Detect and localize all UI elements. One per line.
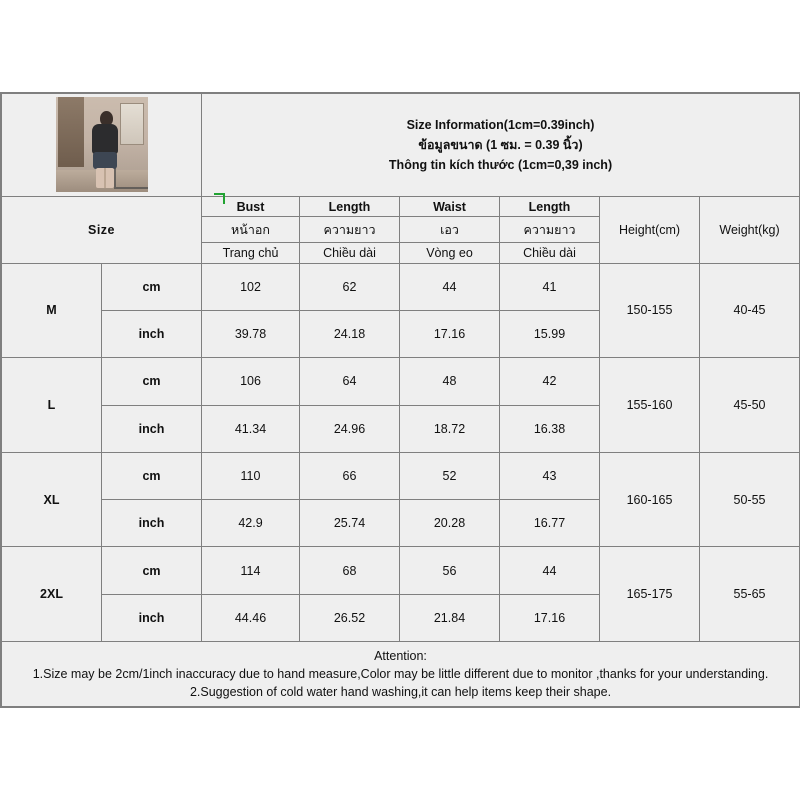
photo-door [58,97,84,167]
row-size-xl: XL [2,452,102,547]
row-unit-cm: cm [102,358,202,405]
cell-l-cm-length: 64 [300,358,400,405]
col-header-length-vi: Chiều dài [300,243,400,264]
row-unit-cm: cm [102,263,202,310]
row-size-m: M [2,263,102,358]
photo-bicycle [114,147,148,189]
col-header-length2-vi: Chiều dài [500,243,600,264]
cell-xl-cm-length: 66 [300,452,400,499]
cell-m-cm-length2: 41 [500,263,600,310]
cell-m-inch-length2: 15.99 [500,310,600,357]
row-unit-cm: cm [102,547,202,594]
cell-m-inch-bust: 39.78 [202,310,300,357]
col-header-length-th: ความยาว [300,217,400,243]
cell-l-inch-length2: 16.38 [500,405,600,452]
photo-model-legs [96,168,114,188]
cell-xl-inch-length: 25.74 [300,500,400,547]
photo-model-top [92,124,118,154]
cell-m-inch-waist: 17.16 [400,310,500,357]
photo-window [120,103,144,145]
table-row [2,358,800,405]
attention-cell [2,642,800,707]
row-unit-inch: inch [102,500,202,547]
row-unit-cm: cm [102,452,202,499]
size-chart-table [1,93,800,707]
col-header-waist-th: เอว [400,217,500,243]
cell-2xl-inch-length2: 17.16 [500,594,600,641]
col-header-waist-vi: Vòng eo [400,243,500,264]
attention-note-1: 1.Size may be 2cm/1inch inaccuracy due to hand measure,Color may be little different due to monitor ,thanks for your understanding. [32,667,769,682]
table-row [2,263,800,310]
cell-l-cm-waist: 48 [400,358,500,405]
cell-l-cm-bust: 106 [202,358,300,405]
cell-m-cm-waist: 44 [400,263,500,310]
cell-xl-inch-length2: 16.77 [500,500,600,547]
col-header-length2-en: Length [500,196,600,217]
row-unit-inch: inch [102,310,202,357]
col-header-height: Height(cm) [600,196,700,263]
cell-xl-cm-length2: 43 [500,452,600,499]
cell-xl-weight: 50-55 [700,452,800,547]
cell-m-weight: 40-45 [700,263,800,358]
header-line-en: Size Information(1cm=0.39inch) [406,117,595,132]
header-line-vi: Thông tin kích thước (1cm=0,39 inch) [388,157,613,172]
cell-m-cm-length: 62 [300,263,400,310]
product-photo [56,97,148,192]
cell-2xl-cm-bust: 114 [202,547,300,594]
row-unit-inch: inch [102,405,202,452]
col-header-bust-th: หน้าอก [202,217,300,243]
row-unit-inch: inch [102,594,202,641]
size-column-header: Size [2,196,202,263]
cell-l-inch-waist: 18.72 [400,405,500,452]
cell-2xl-inch-waist: 21.84 [400,594,500,641]
table-row [2,452,800,499]
table-row [2,547,800,594]
row-size-l: L [2,358,102,453]
col-header-bust-vi: Trang chủ [202,243,300,264]
cell-2xl-cm-length2: 44 [500,547,600,594]
col-header-waist-en: Waist [400,196,500,217]
header-info-cell [202,94,800,197]
col-header-weight: Weight(kg) [700,196,800,263]
col-header-bust-en: Bust [202,196,300,217]
cell-2xl-height: 165-175 [600,547,700,642]
cell-2xl-weight: 55-65 [700,547,800,642]
attention-note-2: 2.Suggestion of cold water hand washing,it can help items keep their shape. [189,685,612,700]
cell-2xl-cm-waist: 56 [400,547,500,594]
cell-m-cm-bust: 102 [202,263,300,310]
cell-xl-cm-bust: 110 [202,452,300,499]
row-size-2xl: 2XL [2,547,102,642]
cell-xl-cm-waist: 52 [400,452,500,499]
col-header-length2-th: ความยาว [500,217,600,243]
photo-model-shorts [93,152,117,169]
cell-l-weight: 45-50 [700,358,800,453]
header-line-th: ข้อมูลขนาด (1 ซม. = 0.39 นิ้ว) [418,137,583,152]
green-corner-marker [214,193,225,204]
cell-2xl-inch-bust: 44.46 [202,594,300,641]
cell-xl-inch-waist: 20.28 [400,500,500,547]
cell-xl-height: 160-165 [600,452,700,547]
cell-l-cm-length2: 42 [500,358,600,405]
cell-l-inch-length: 24.96 [300,405,400,452]
cell-l-height: 155-160 [600,358,700,453]
cell-xl-inch-bust: 42.9 [202,500,300,547]
size-chart-container [0,92,800,708]
cell-m-inch-length: 24.18 [300,310,400,357]
cell-l-inch-bust: 41.34 [202,405,300,452]
cell-2xl-cm-length: 68 [300,547,400,594]
product-photo-cell [2,94,202,197]
col-header-length-en: Length [300,196,400,217]
attention-title: Attention: [374,649,427,664]
cell-m-height: 150-155 [600,263,700,358]
cell-2xl-inch-length: 26.52 [300,594,400,641]
